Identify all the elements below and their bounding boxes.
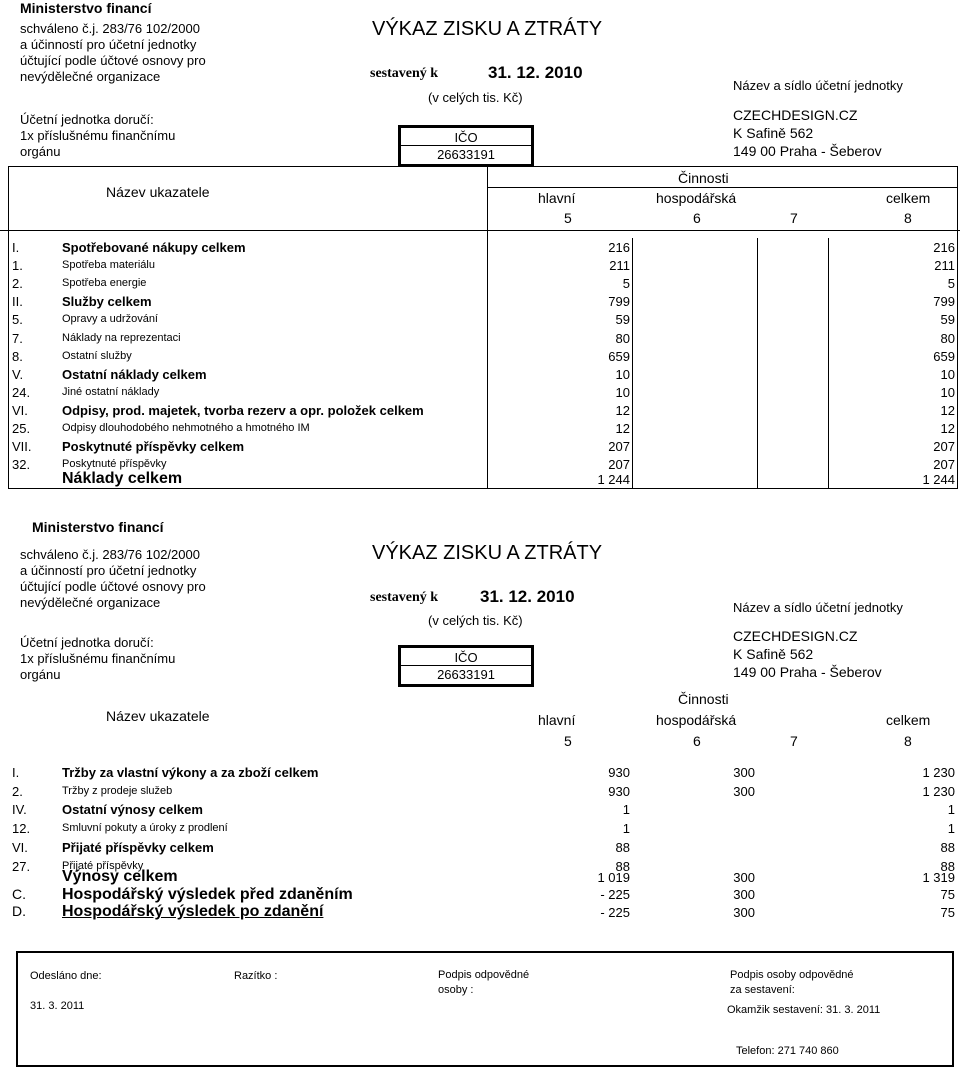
col-econ-header: hospodářská: [656, 190, 737, 206]
entity-name-2: CZECHDESIGN.CZ: [733, 628, 858, 644]
ico-box-2: [398, 645, 534, 687]
row-main-value: 930: [608, 765, 630, 780]
row-main-value: 1: [622, 802, 630, 818]
revenue-total-econ: 300: [733, 870, 755, 885]
compiled-date-2: 31. 12. 2010: [480, 587, 575, 606]
revenue-total-total: 1 319: [922, 870, 955, 885]
approval-text: schváleno č.j. 283/76 102/2000 a účinností pro účetní jednotky účtující podle účtové osnovy pro nevýdělečné organizace: [20, 21, 206, 84]
col-8: 8: [904, 210, 912, 226]
col-total-header: celkem: [886, 190, 931, 206]
row-total-value: 211: [934, 258, 955, 274]
row-main-value: 5: [622, 276, 630, 292]
row-main-value: 10: [615, 366, 630, 382]
col-main-header: hlavní: [538, 190, 576, 206]
ico-value-2: 26633191: [437, 667, 495, 682]
ico-value: 26633191: [437, 147, 495, 162]
compiled-date: 31. 12. 2010: [488, 63, 583, 82]
compiler-signature: Podpis osoby odpovědné za sestavení:: [730, 969, 854, 996]
col-5-2: 5: [564, 733, 572, 749]
row-main-value: 659: [608, 348, 630, 364]
row-econ-value: 300: [733, 765, 755, 780]
row-main-value: 88: [615, 858, 630, 874]
row-number: 27.: [12, 858, 31, 874]
row-main-value: 59: [615, 312, 630, 328]
row-number: II.: [12, 294, 23, 310]
approval-text-2: schváleno č.j. 283/76 102/2000 a účinností pro účetní jednotky účtující podle účtové osnovy pro nevýdělečné organizace: [20, 547, 206, 610]
row-main-value: 207: [608, 457, 630, 473]
col-name-header: Název ukazatele: [106, 184, 210, 200]
col-name-header-2: Název ukazatele: [106, 708, 210, 724]
row-number: 32.: [12, 457, 31, 473]
row-label: Ostatní výnosy celkem: [62, 802, 203, 818]
row-label: Náklady na reprezentaci: [62, 331, 181, 344]
result-after-total: 75: [940, 905, 955, 920]
row-label: Ostatní náklady celkem: [62, 366, 207, 382]
row-number: 2.: [12, 276, 23, 292]
units-note-2: (v celých tis. Kč): [428, 613, 523, 628]
col-6-2: 6: [693, 733, 701, 749]
row-main-value: 799: [608, 294, 630, 310]
row-total-value: 80: [940, 330, 955, 346]
row-label: Tržby z prodeje služeb: [62, 784, 173, 797]
row-number: VII.: [12, 439, 32, 455]
ministry-title-2: Ministerstvo financí: [32, 519, 164, 535]
row-total-value: 10: [940, 384, 955, 400]
row-label: Smluvní pokuty a úroky z prodlení: [62, 822, 228, 835]
row-total-value: 12: [940, 421, 955, 436]
result-after-label: Hospodářský výsledek po zdanění: [62, 903, 324, 920]
row-main-value: 1: [622, 821, 630, 837]
row-label: Služby celkem: [62, 294, 152, 310]
row-total-value: 1: [947, 802, 955, 818]
row-main-value: 930: [608, 783, 630, 799]
ico-label: IČO: [454, 130, 478, 145]
row-total-value: 1 230: [922, 783, 955, 799]
compiled-label: sestavený k: [370, 66, 439, 81]
row-main-value: 80: [615, 330, 630, 346]
row-label: Jiné ostatní náklady: [62, 385, 160, 398]
result-after-num: D.: [12, 903, 26, 919]
row-total-value: 59: [940, 312, 955, 328]
row-main-value: 207: [608, 439, 630, 455]
col-econ-header-2: hospodářská: [656, 712, 737, 728]
costs-total-label: Náklady celkem: [62, 470, 183, 487]
report-title: VÝKAZ ZISKU A ZTRÁTY: [372, 18, 603, 40]
row-main-value: 88: [615, 839, 630, 855]
row-number: IV.: [12, 802, 27, 818]
row-total-value: 88: [940, 839, 955, 855]
row-main-value: 211: [609, 258, 630, 274]
row-number: VI.: [12, 839, 28, 855]
row-number: VI.: [12, 402, 28, 418]
row-total-value: 659: [933, 348, 955, 364]
compile-moment: Okamžik sestavení: 31. 3. 2011: [727, 1004, 881, 1016]
costs-total-main: 1 244: [597, 472, 630, 487]
row-label: Poskytnuté příspěvky celkem: [62, 439, 245, 455]
result-before-num: C.: [12, 886, 26, 902]
col-7-2: 7: [790, 733, 798, 749]
row-label: Poskytnuté příspěvky: [62, 458, 167, 471]
row-econ-value: 300: [733, 783, 755, 799]
entity-heading-2: Název a sídlo účetní jednotky: [733, 600, 903, 615]
stamp-label: Razítko :: [234, 970, 278, 982]
row-number: 8.: [12, 348, 23, 364]
row-number: V.: [12, 366, 24, 382]
row-number: I.: [12, 765, 20, 780]
row-main-value: 12: [615, 421, 630, 436]
col-7: 7: [790, 210, 798, 226]
activities-header-2: Činnosti: [678, 691, 729, 707]
result-after-econ: 300: [733, 905, 755, 920]
row-total-value: 799: [933, 294, 955, 310]
row-number: 24.: [12, 384, 31, 400]
delivery-text-2: Účetní jednotka doručí: 1x příslušnému finančnímu orgánu: [20, 635, 176, 682]
row-number: I.: [12, 240, 20, 255]
row-label: Opravy a udržování: [62, 313, 158, 326]
col-8-2: 8: [904, 733, 912, 749]
row-total-value: 207: [933, 439, 955, 455]
entity-street-2: K Safině 562: [733, 646, 814, 662]
col-6: 6: [693, 210, 701, 226]
row-number: 12.: [12, 821, 31, 837]
row-number: 1.: [12, 258, 23, 274]
row-number: 2.: [12, 783, 23, 799]
entity-city: 149 00 Praha - Šeberov: [733, 143, 882, 159]
row-total-value: 1 230: [922, 765, 955, 780]
col-5: 5: [564, 210, 572, 226]
row-label: Spotřeba energie: [62, 277, 147, 290]
compiled-label-2: sestavený k: [370, 590, 439, 605]
entity-heading: Název a sídlo účetní jednotky: [733, 78, 903, 93]
col-total-header-2: celkem: [886, 712, 931, 728]
result-before-label: Hospodářský výsledek před zdaněním: [62, 886, 353, 903]
row-number: 5.: [12, 312, 23, 328]
ministry-title: Ministerstvo financí: [20, 0, 152, 16]
revenue-total-label: Výnosy celkem: [62, 868, 178, 885]
result-before-total: 75: [940, 887, 955, 902]
row-label: Odpisy dlouhodobého nehmotného a hmotného IM: [62, 422, 310, 434]
row-total-value: 5: [947, 276, 955, 292]
entity-name: CZECHDESIGN.CZ: [733, 107, 858, 123]
row-main-value: 216: [608, 240, 630, 255]
phone: Telefon: 271 740 860: [736, 1045, 839, 1057]
row-label: Spotřebované nákupy celkem: [62, 240, 246, 255]
sent-date: 31. 3. 2011: [30, 1000, 85, 1012]
row-label: Odpisy, prod. majetek, tvorba rezerv a opr. položek celkem: [62, 402, 424, 418]
row-number: 25.: [12, 421, 31, 436]
row-number: 7.: [12, 330, 23, 346]
row-label: Spotřeba materiálu: [62, 259, 155, 272]
row-main-value: 10: [615, 384, 630, 400]
row-label: Ostatní služby: [62, 349, 132, 362]
row-total-value: 10: [940, 366, 955, 382]
costs-total-total: 1 244: [922, 472, 955, 487]
row-main-value: 12: [615, 402, 630, 418]
entity-city-2: 149 00 Praha - Šeberov: [733, 664, 882, 680]
result-before-main: - 225: [600, 887, 630, 902]
row-label: Tržby za vlastní výkony a za zboží celkem: [62, 765, 319, 780]
row-label: Přijaté příspěvky: [62, 859, 144, 872]
row-label: Přijaté příspěvky celkem: [62, 839, 214, 855]
activities-header: Činnosti: [678, 170, 729, 186]
units-note: (v celých tis. Kč): [428, 90, 523, 105]
ico-label-2: IČO: [454, 650, 478, 665]
responsible-signature: Podpis odpovědné osoby :: [438, 969, 530, 996]
delivery-text: Účetní jednotka doručí: 1x příslušnému finančnímu orgánu: [20, 112, 176, 159]
ico-box: [398, 125, 534, 167]
sent-label: Odesláno dne:: [30, 970, 102, 982]
report-title-2: VÝKAZ ZISKU A ZTRÁTY: [372, 542, 603, 564]
result-after-main: - 225: [600, 905, 630, 920]
entity-street: K Safině 562: [733, 125, 814, 141]
row-total-value: 216: [933, 240, 955, 255]
revenue-total-main: 1 019: [597, 870, 630, 885]
row-total-value: 207: [933, 457, 955, 473]
row-total-value: 88: [940, 858, 955, 874]
row-total-value: 12: [940, 402, 955, 418]
row-total-value: 1: [947, 821, 955, 837]
col-main-header-2: hlavní: [538, 712, 576, 728]
result-before-econ: 300: [733, 887, 755, 902]
